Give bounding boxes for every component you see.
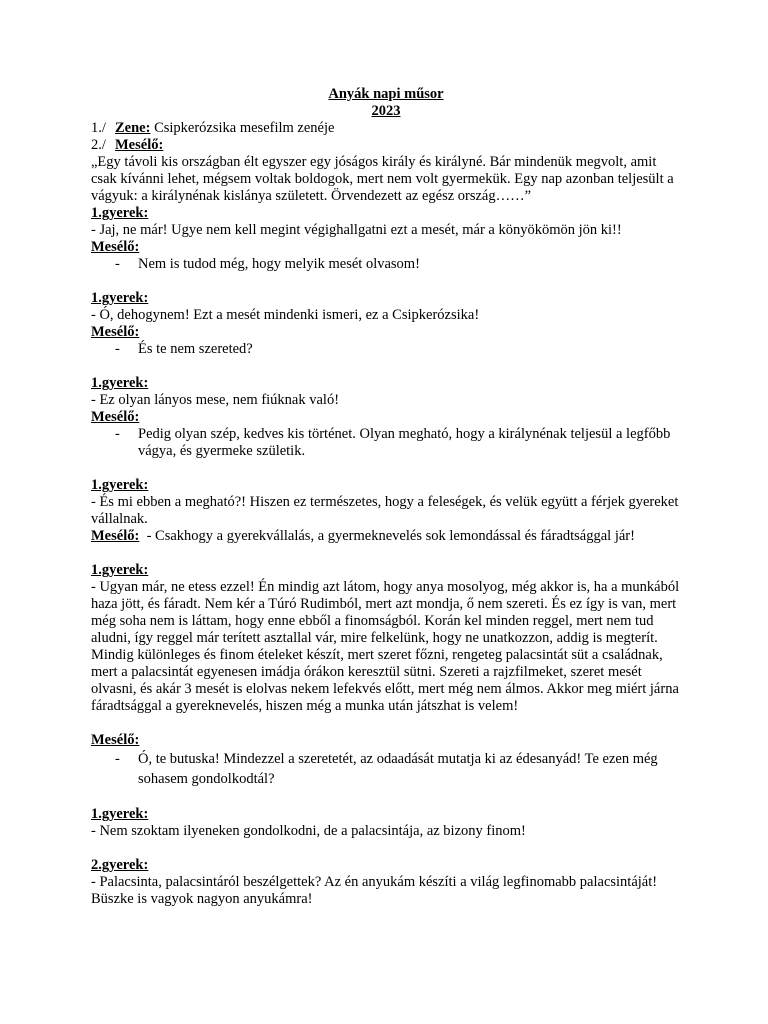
item-text: Csipkerózsika mesefilm zenéje <box>150 120 335 136</box>
program-item-narrator <box>91 137 681 154</box>
dialogue-line: - Ó, dehogynem! Ezt a mesét mindenki ismeri, ez a Csipkerózsika! <box>91 307 480 323</box>
document-title: Anyák napi műsor <box>328 86 444 102</box>
speaker-label: Mesélő: <box>91 409 140 425</box>
dialogue-bullet: - Nem is tudod még, hogy melyik mesét olvasom! <box>115 256 420 272</box>
item-label: Zene: <box>115 120 151 136</box>
speaker-label: 1.gyerek: <box>91 806 149 822</box>
speaker-label: Mesélő: <box>91 732 140 748</box>
speaker-label: Mesélő: <box>91 324 140 340</box>
dialogue-inline-row <box>91 528 681 545</box>
speaker-label: Mesélő: <box>91 528 140 544</box>
dialogue-line: Nem is tudod még, hogy melyik mesét olvasom! <box>138 256 420 272</box>
dialogue-line: Pedig olyan szép, kedves kis történet. Olyan megható, hogy a királynénak teljesül a legfőbb vágya, és gyermeke születik. <box>138 426 671 459</box>
dialogue-line: - Palacsinta, palacsintáról beszélgettek? Az én anyukám készíti a világ legfinomabb palacsintáját! Büszke is vagyok nagyon anyukámra! <box>91 874 658 907</box>
dialogue-line: - Nem szoktam ilyeneken gondolkodni, de a palacsintája, az bizony finom! <box>91 823 526 839</box>
dialogue-bullet: - Ó, te butuska! Mindezzel a szeretetét, az odaadását mutatja ki az édesanyád! Te ezen még sohasem gondolkodtál? <box>115 751 658 787</box>
dialogue-line: - Ez olyan lányos mese, nem fiúknak való! <box>91 392 340 408</box>
speaker-label: 2.gyerek: <box>91 857 149 873</box>
item-number: 1./ <box>91 120 106 136</box>
program-item-music <box>91 120 681 137</box>
dialogue-line: - Jaj, ne már! Ugye nem kell megint végighallgatni ezt a mesét, már a könyökömön jön ki!! <box>91 222 622 238</box>
document-content <box>91 86 681 908</box>
dialogue-line: Ó, te butuska! Mindezzel a szeretetét, az odaadását mutatja ki az édesanyád! Te ezen még sohasem gondolkodtál? <box>138 751 658 787</box>
item-label: Mesélő: <box>115 137 164 153</box>
item-number: 2./ <box>91 137 106 153</box>
narrator-intro: „Egy távoli kis országban élt egyszer egy jóságos király és királyné. Bár mindenük megvolt, amit csak kívánni lehet, mégsem voltak boldogok, mert nem volt gyermekük. Egy nap azonban teljesült a vágyuk: a királynénak kislánya született. Örvendezett az egész ország……” <box>91 154 674 204</box>
speaker-label: 1.gyerek: <box>91 477 149 493</box>
dialogue-line: - És mi ebben a megható?! Hiszen ez természetes, hogy a feleségek, és velük együtt a férjek gyereket vállalnak. <box>91 494 679 527</box>
speaker-label: 1.gyerek: <box>91 562 149 578</box>
speaker-label: 1.gyerek: <box>91 205 149 221</box>
dialogue-bullet: - Pedig olyan szép, kedves kis történet. Olyan megható, hogy a királynénak teljesül a legfőbb vágya, és gyermeke születik. <box>115 426 671 459</box>
dialogue-line: - Ugyan már, ne etess ezzel! Én mindig azt látom, hogy anya mosolyog, még akkor is, ha a munkából haza jött, és fáradt. Nem kér a Túró Rudimból, mert azt mondja, ő nem szereti. És ez így is van, mert még soha nem is láttam, hogy enne ebből a finomságból. Korán kel minden reggel, mert nem tud aludni, így reggel már terített asztallal vár, mire felkelünk, hogy ne unatkozzon, addig is megterít. Mindig különleges és finom ételeket készít, mert szeret főzni, rengeteg palacsintát süt a családnak, mert a palacsintát egyenesen imádja órákon keresztül sütni. Szereti a rajzfilmeket, szeret mesét olvasni, és akár 3 mesét is elolvas nekem lefekvés előtt, mert még nem álmos. Akkor meg miért járna fáradtsággal a gyereknevelés, hiszen még a munka után játszhat is velem! <box>91 579 680 714</box>
dialogue-line: - Csakhogy a gyerekvállalás, a gyermeknevelés sok lemondással és fáradtsággal jár! <box>139 528 635 544</box>
dialogue-bullet: - És te nem szereted? <box>115 341 253 357</box>
document-year: 2023 <box>371 103 401 119</box>
speaker-label: 1.gyerek: <box>91 290 149 306</box>
speaker-label: Mesélő: <box>91 239 140 255</box>
dialogue-line: És te nem szereted? <box>138 341 253 357</box>
speaker-label: 1.gyerek: <box>91 375 149 391</box>
